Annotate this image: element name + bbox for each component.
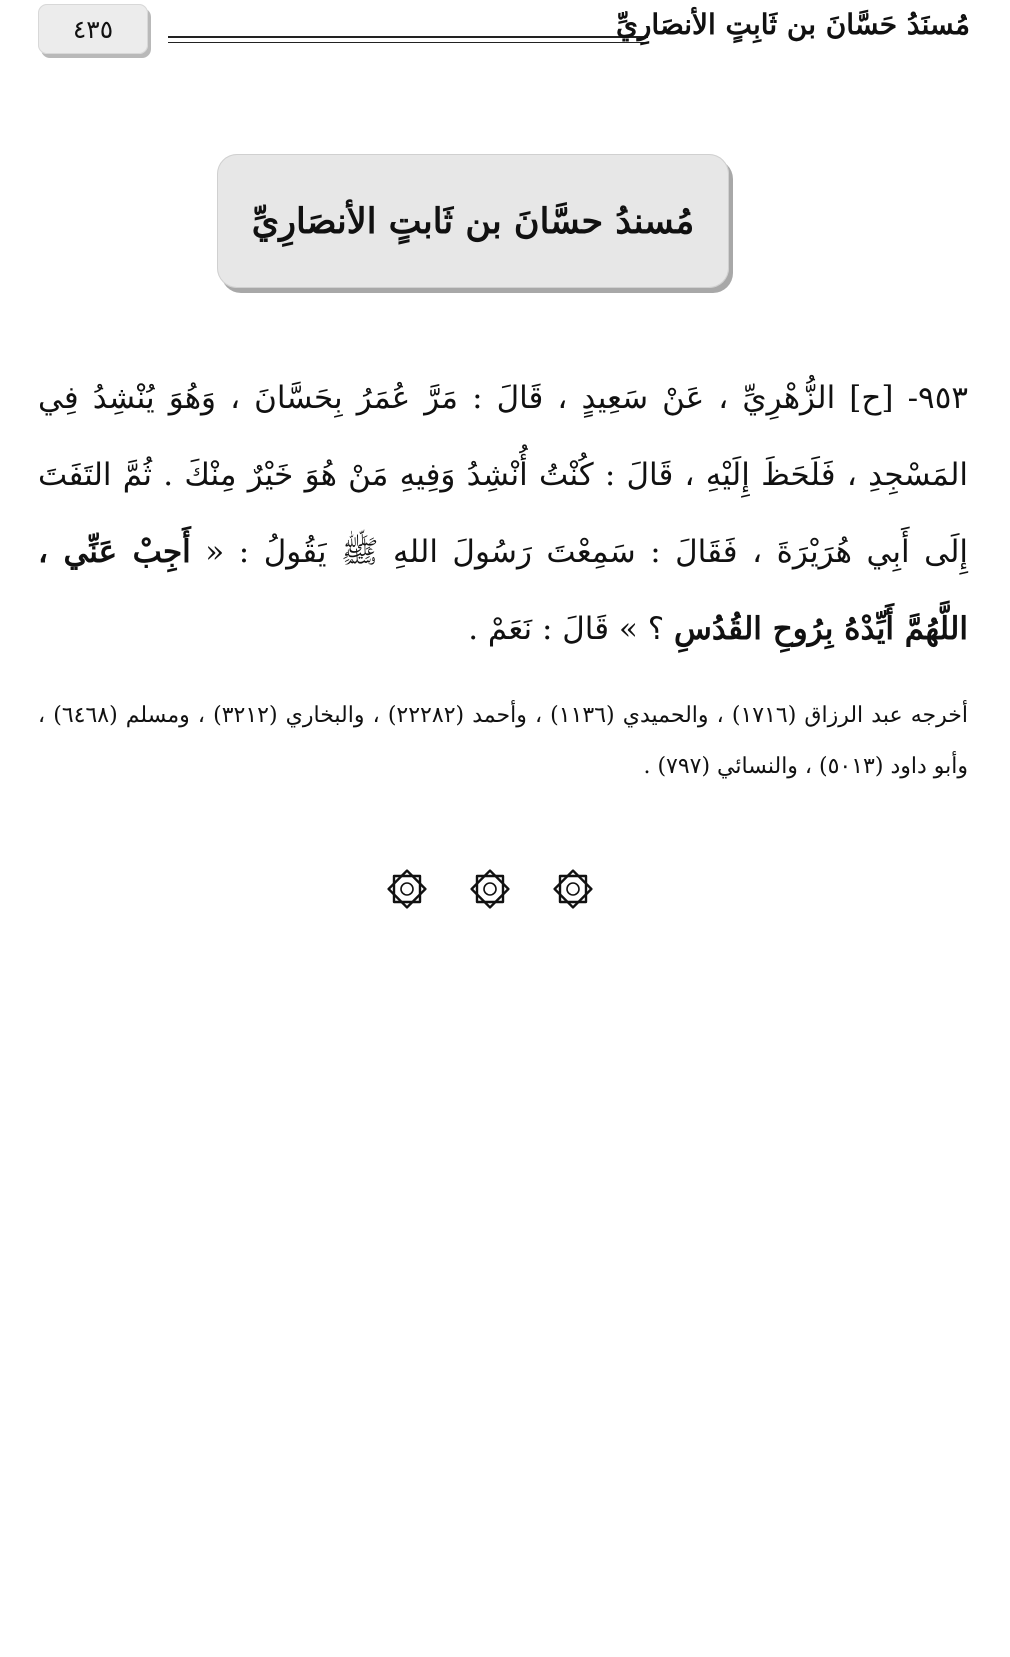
section-title: مُسندُ حسَّانَ بن ثَابتٍ الأنصَارِيِّ [251, 200, 695, 242]
octagram-star-icon [385, 867, 429, 911]
header-rule-thin [168, 42, 648, 43]
section-ornaments [385, 866, 595, 912]
header-rule [168, 36, 648, 38]
section-title-box [217, 154, 729, 288]
hadith-paragraph [38, 360, 968, 668]
hadith-quote: أَجِبْ عَنِّي ، اللَّهُمَّ أَيِّدْهُ بِرُوحِ القُدُسِ [38, 534, 968, 647]
page-number: ٤٣٥ [38, 4, 148, 54]
page-header [38, 0, 970, 62]
hadith-end: ؟ » قَالَ : نَعَمْ . [468, 611, 665, 647]
octagram-star-icon [551, 867, 595, 911]
hadith-number: ٩٥٣- [907, 380, 968, 416]
octagram-star-icon [468, 867, 512, 911]
running-title: مُسنَدُ حَسَّانَ بن ثَابِتٍ الأنصَارِيِّ [615, 8, 970, 41]
footnote: أخرجه عبد الرزاق (١٧١٦) ، والحميدي (١١٣٦) ، وأحمد (٢٢٢٨٢) ، والبخاري (٣٢١٢) ، ومسلم (٦٤٦٨) ، وأبو داود (٥٠١٣) ، والنسائي (٧٩٧) . [38, 703, 968, 779]
hadith-intro: [ح] الزُّهْرِيِّ ، عَنْ سَعِيدٍ ، قَالَ : مَرَّ عُمَرُ بِحَسَّانَ ، وَهُوَ يُنْشِدُ فِي المَسْجِدِ ، فَلَحَظَ إِلَيْهِ ، قَالَ : كُنْتُ أُنْشِدُ وَفِيهِ مَنْ هُوَ خَيْرٌ مِنْكَ . ثُمَّ التَفَتَ إِلَى أَبِي هُرَيْرَةَ ، فَقَالَ : سَمِعْتَ رَسُولَ اللهِ ﷺ يَقُولُ : « [38, 380, 968, 570]
